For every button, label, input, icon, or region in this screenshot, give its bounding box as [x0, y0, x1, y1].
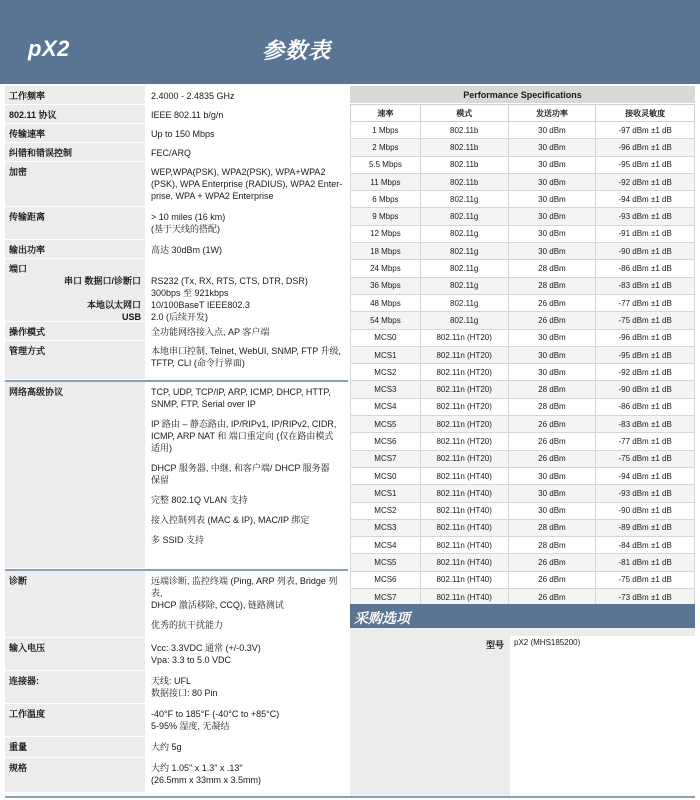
table-cell: 30 dBm — [508, 485, 596, 502]
table-cell: -90 dBm ±1 dB — [596, 243, 695, 260]
spec-value — [145, 382, 348, 568]
table-cell: -94 dBm ±1 dB — [596, 467, 695, 484]
spec-value-line: 本地串口控制, Telnet, WebUI, SNMP, FTP 升级, — [151, 346, 342, 356]
table-row — [351, 433, 695, 450]
table-row — [351, 243, 695, 260]
table-cell: 30 dBm — [508, 243, 596, 260]
table-cell: 802.11g — [420, 312, 508, 329]
table-cell: 802.11g — [420, 225, 508, 242]
table-cell: 28 dBm — [508, 537, 596, 554]
page-header — [0, 0, 700, 84]
table-row — [351, 416, 695, 433]
table-cell: 802.11g — [420, 243, 508, 260]
page-title: 参数表 — [262, 38, 332, 63]
table-cell: 26 dBm — [508, 416, 596, 433]
spec-value-line: WEP,WPA(PSK), WPA2(PSK), WPA+WPA2 — [151, 167, 326, 177]
spec-value-line: (PSK), WPA Enterprise (RADIUS), WPA2 Enter- — [151, 179, 343, 189]
table-row — [351, 329, 695, 346]
spec-value-line: RS232 (Tx, RX, RTS, CTS, DTR, DSR) — [151, 276, 308, 286]
table-cell: -81 dBm ±1 dB — [596, 554, 695, 571]
table-cell: -94 dBm ±1 dB — [596, 191, 695, 208]
table-cell: -93 dBm ±1 dB — [596, 485, 695, 502]
spec-value — [145, 571, 348, 637]
table-cell: -83 dBm ±1 dB — [596, 416, 695, 433]
table-cell: 26 dBm — [508, 571, 596, 588]
table-row — [351, 173, 695, 190]
table-cell: 802.11g — [420, 260, 508, 277]
table-cell: 30 dBm — [508, 208, 596, 225]
performance-table — [350, 104, 695, 606]
table-cell: 1 Mbps — [351, 122, 421, 139]
table-cell: 802.11b — [420, 139, 508, 156]
spec-value-line: ICMP, ARP NAT 和 端口重定向 (仅在路由模式 — [151, 431, 334, 441]
table-cell: MCS5 — [351, 554, 421, 571]
table-cell: 30 dBm — [508, 364, 596, 381]
table-cell: 26 dBm — [508, 433, 596, 450]
product-model: pX2 — [28, 36, 70, 61]
table-row — [351, 485, 695, 502]
table-cell: -92 dBm ±1 dB — [596, 364, 695, 381]
spec-row-management — [5, 341, 348, 380]
spec-value-line: 5-95% 湿度, 无凝结 — [151, 721, 230, 731]
spec-value-line: SNMP, FTP, Serial over IP — [151, 399, 256, 409]
table-row — [351, 381, 695, 398]
order-model-label: 型号 — [486, 640, 505, 650]
table-cell: 802.11n (HT40) — [420, 537, 508, 554]
table-cell: MCS2 — [351, 502, 421, 519]
spec-value: 大约 5g — [145, 737, 348, 757]
spec-row-power — [5, 240, 348, 259]
spec-label: 输出功率 — [5, 240, 145, 258]
table-row — [351, 450, 695, 467]
spec-value-line: 保留 — [151, 475, 170, 485]
spec-value-line: TFTP, CLI (命令行界面) — [151, 358, 245, 368]
table-cell: 5.5 Mbps — [351, 156, 421, 173]
spec-row-connectors — [5, 671, 348, 704]
table-cell: -97 dBm ±1 dB — [596, 122, 695, 139]
table-cell: MCS5 — [351, 416, 421, 433]
spec-label: 管理方式 — [5, 341, 145, 379]
spec-label: 加密 — [5, 162, 145, 206]
spec-value: IEEE 802.11 b/g/n — [145, 105, 348, 123]
table-cell: 28 dBm — [508, 381, 596, 398]
table-cell: 802.11n (HT20) — [420, 329, 508, 346]
spec-value-line: 10/100BaseT IEEE802.3 — [151, 300, 250, 310]
spec-row-temperature — [5, 704, 348, 737]
spec-value-line: 2.0 (后续开发) — [151, 312, 209, 322]
table-cell: 28 dBm — [508, 260, 596, 277]
table-cell: 802.11g — [420, 208, 508, 225]
spec-row-protocol — [5, 105, 348, 124]
spec-value: 全功能网络接入点, AP 客户端 — [145, 322, 348, 340]
spec-value — [145, 704, 348, 736]
spec-value-line: IP 路由 – 静态路由, IP/RIPv1, IP/RIPv2, CIDR, — [151, 419, 337, 429]
spec-value-line: DHCP 服务器, 中继, 和客户端/ DHCP 服务器 — [151, 463, 330, 473]
table-row — [351, 398, 695, 415]
spec-label: 传输速率 — [5, 124, 145, 142]
spec-value — [145, 341, 348, 379]
table-cell: -84 dBm ±1 dB — [596, 537, 695, 554]
spec-row-encryption — [5, 162, 348, 207]
spec-value-line: prise, WPA + WPA2 Enterprise — [151, 191, 274, 201]
spec-row-voltage — [5, 638, 348, 671]
table-cell: 9 Mbps — [351, 208, 421, 225]
table-cell: MCS3 — [351, 519, 421, 536]
table-cell: -95 dBm ±1 dB — [596, 156, 695, 173]
table-cell: 30 dBm — [508, 467, 596, 484]
table-cell: MCS2 — [351, 364, 421, 381]
table-cell: 2 Mbps — [351, 139, 421, 156]
table-cell: -73 dBm ±1 dB — [596, 589, 695, 606]
table-cell: 18 Mbps — [351, 243, 421, 260]
spec-value-line: Vcc: 3.3VDC 通常 (+/-0.3V) — [151, 643, 261, 653]
table-cell: -83 dBm ±1 dB — [596, 277, 695, 294]
table-row — [351, 208, 695, 225]
table-cell: 48 Mbps — [351, 294, 421, 311]
spec-row-diagnostics — [5, 571, 348, 638]
table-cell: -90 dBm ±1 dB — [596, 381, 695, 398]
spec-label: 802.11 协议 — [5, 105, 145, 123]
spec-row-distance — [5, 207, 348, 240]
table-cell: 30 dBm — [508, 329, 596, 346]
spec-value: 2.4000 - 2.4835 GHz — [145, 86, 348, 104]
table-cell: 802.11n (HT40) — [420, 554, 508, 571]
table-cell: MCS7 — [351, 450, 421, 467]
table-row — [351, 277, 695, 294]
table-cell: 802.11n (HT40) — [420, 502, 508, 519]
ordering-options-title: 采购选项 — [350, 604, 695, 628]
spec-label: 传输距离 — [5, 207, 145, 239]
ports-sublabel-serial: 串口 数据口/诊断口 — [63, 276, 141, 286]
table-cell: 802.11n (HT20) — [420, 398, 508, 415]
table-cell: 26 dBm — [508, 450, 596, 467]
table-cell: -95 dBm ±1 dB — [596, 346, 695, 363]
spec-value-line: 300bps 至 921kbps — [151, 288, 229, 298]
table-cell: 802.11n (HT20) — [420, 433, 508, 450]
table-cell: -86 dBm ±1 dB — [596, 260, 695, 277]
ports-label: 端口 — [9, 264, 28, 274]
table-row — [351, 346, 695, 363]
spec-label: 重量 — [5, 737, 145, 757]
spec-value-line: TCP, UDP, TCP/IP, ARP, ICMP, DHCP, HTTP, — [151, 387, 331, 397]
table-cell: -77 dBm ±1 dB — [596, 294, 695, 311]
table-cell: 802.11n (HT40) — [420, 589, 508, 606]
table-cell: -75 dBm ±1 dB — [596, 571, 695, 588]
table-cell: -75 dBm ±1 dB — [596, 450, 695, 467]
spec-label: 工作温度 — [5, 704, 145, 736]
spec-row-network-protocols — [5, 382, 348, 569]
table-cell: 24 Mbps — [351, 260, 421, 277]
spec-value-line: 天线: UFL — [151, 676, 192, 686]
table-cell: 802.11g — [420, 277, 508, 294]
performance-panel — [350, 86, 695, 606]
bottom-divider — [5, 796, 695, 798]
table-cell: 12 Mbps — [351, 225, 421, 242]
table-cell: 30 dBm — [508, 346, 596, 363]
table-cell: 802.11g — [420, 294, 508, 311]
spec-label: 操作模式 — [5, 322, 145, 340]
table-cell: 30 dBm — [508, 139, 596, 156]
spec-value-line: Vpa: 3.3 to 5.0 VDC — [151, 655, 232, 665]
column-header: 发送功率 — [508, 105, 596, 122]
spec-value — [145, 638, 348, 670]
table-row — [351, 467, 695, 484]
table-cell: 6 Mbps — [351, 191, 421, 208]
spec-value: 高达 30dBm (1W) — [145, 240, 348, 258]
table-cell: 802.11n (HT20) — [420, 450, 508, 467]
spec-label: 网络高级协议 — [5, 382, 145, 568]
performance-table-body — [351, 122, 695, 606]
spec-value-line: > 10 miles (16 km) — [151, 212, 226, 222]
spec-label: 连接器: — [5, 671, 145, 703]
table-cell: 30 dBm — [508, 122, 596, 139]
table-cell: 802.11b — [420, 156, 508, 173]
table-cell: 28 dBm — [508, 277, 596, 294]
column-header: 接收灵敏度 — [596, 105, 695, 122]
ports-sublabel-ethernet: 本地以太网口 — [86, 300, 141, 310]
spec-label: 输入电压 — [5, 638, 145, 670]
spec-value — [145, 259, 348, 321]
table-cell: MCS4 — [351, 537, 421, 554]
order-model-value: pX2 (MHS185200) — [510, 636, 695, 796]
table-cell: MCS1 — [351, 346, 421, 363]
table-cell: MCS1 — [351, 485, 421, 502]
table-cell: 30 dBm — [508, 225, 596, 242]
table-cell: 802.11n (HT20) — [420, 346, 508, 363]
table-cell: 30 dBm — [508, 173, 596, 190]
table-row — [351, 537, 695, 554]
table-row — [351, 554, 695, 571]
spec-label: 规格 — [5, 758, 145, 792]
table-cell: 28 dBm — [508, 519, 596, 536]
spec-value — [145, 758, 348, 792]
table-cell: 802.11n (HT40) — [420, 571, 508, 588]
table-cell: -93 dBm ±1 dB — [596, 208, 695, 225]
spec-value — [145, 162, 348, 206]
table-cell: 26 dBm — [508, 294, 596, 311]
table-cell: 36 Mbps — [351, 277, 421, 294]
table-cell: 802.11n (HT40) — [420, 519, 508, 536]
table-cell: -77 dBm ±1 dB — [596, 433, 695, 450]
table-cell: -75 dBm ±1 dB — [596, 312, 695, 329]
spec-value-line: 大约 1.05" x 1.3" x .13" — [151, 763, 243, 773]
table-cell: 802.11b — [420, 122, 508, 139]
table-cell: MCS7 — [351, 589, 421, 606]
table-cell: 54 Mbps — [351, 312, 421, 329]
table-cell: -92 dBm ±1 dB — [596, 173, 695, 190]
table-cell: 802.11n (HT40) — [420, 485, 508, 502]
spec-row-dimensions — [5, 758, 348, 793]
table-cell: 802.11n (HT20) — [420, 416, 508, 433]
spec-list — [5, 86, 348, 793]
table-row — [351, 139, 695, 156]
table-cell: 26 dBm — [508, 554, 596, 571]
column-header: 模式 — [420, 105, 508, 122]
table-cell: 802.11n (HT20) — [420, 381, 508, 398]
spec-value-line: 多 SSID 支持 — [151, 535, 205, 545]
table-row — [351, 225, 695, 242]
table-cell: -90 dBm ±1 dB — [596, 502, 695, 519]
performance-title: Performance Specifications — [350, 86, 695, 104]
table-row — [351, 519, 695, 536]
table-row — [351, 260, 695, 277]
table-row — [351, 191, 695, 208]
spec-row-mode — [5, 322, 348, 341]
spec-label — [5, 259, 145, 321]
spec-value-line: 完整 802.1Q VLAN 支持 — [151, 495, 248, 505]
table-row — [351, 364, 695, 381]
table-cell: MCS6 — [351, 433, 421, 450]
spec-value-line: 优秀的抗干扰能力 — [151, 620, 224, 630]
spec-value-line: DHCP 激活移除, CCQ), 链路测试 — [151, 600, 284, 610]
table-cell: -96 dBm ±1 dB — [596, 139, 695, 156]
spec-value-line: 适用) — [151, 443, 172, 453]
table-row — [351, 294, 695, 311]
spec-value: FEC/ARQ — [145, 143, 348, 161]
table-cell: 802.11b — [420, 173, 508, 190]
table-cell: 30 dBm — [508, 191, 596, 208]
table-cell: 30 dBm — [508, 502, 596, 519]
table-cell: MCS4 — [351, 398, 421, 415]
spec-row-frequency — [5, 86, 348, 105]
table-cell: MCS6 — [351, 571, 421, 588]
spec-value-line: 接入控制列表 (MAC & IP), MAC/IP 绑定 — [151, 515, 310, 525]
table-cell: 802.11n (HT20) — [420, 364, 508, 381]
table-cell: 28 dBm — [508, 398, 596, 415]
table-cell: 11 Mbps — [351, 173, 421, 190]
spec-value-line: (26.5mm x 33mm x 3.5mm) — [151, 775, 262, 785]
table-cell: 26 dBm — [508, 312, 596, 329]
ordering-options — [350, 628, 695, 796]
table-cell: MCS3 — [351, 381, 421, 398]
spec-value-line: 数据接口: 80 Pin — [151, 688, 218, 698]
spec-value-line: 远端诊断, 监控终端 (Ping, ARP 列表, Bridge 列表, — [151, 576, 338, 598]
column-header: 速率 — [351, 105, 421, 122]
table-cell: -86 dBm ±1 dB — [596, 398, 695, 415]
spec-value-line: -40°F to 185°F (-40°C to +85°C) — [151, 709, 280, 719]
table-cell: -89 dBm ±1 dB — [596, 519, 695, 536]
spec-row-ports — [5, 259, 348, 322]
spec-row-weight — [5, 737, 348, 758]
spec-row-fec — [5, 143, 348, 162]
spec-value-line: (基于天线的搭配) — [151, 224, 220, 234]
table-row — [351, 571, 695, 588]
table-cell: 802.11n (HT40) — [420, 467, 508, 484]
table-row — [351, 156, 695, 173]
table-cell: MCS0 — [351, 329, 421, 346]
table-header-row — [351, 105, 695, 122]
table-cell: 26 dBm — [508, 589, 596, 606]
table-cell: 30 dBm — [508, 156, 596, 173]
spec-value: Up to 150 Mbps — [145, 124, 348, 142]
spec-label: 诊断 — [5, 571, 145, 637]
table-cell: 802.11g — [420, 191, 508, 208]
table-cell: MCS0 — [351, 467, 421, 484]
table-row — [351, 122, 695, 139]
spec-row-rate — [5, 124, 348, 143]
table-cell: -96 dBm ±1 dB — [596, 329, 695, 346]
table-cell: -91 dBm ±1 dB — [596, 225, 695, 242]
table-row — [351, 312, 695, 329]
spec-label: 纠错和错误控制 — [5, 143, 145, 161]
ports-sublabel-usb: USB — [121, 312, 141, 322]
spec-value — [145, 671, 348, 703]
spec-label: 工作频率 — [5, 86, 145, 104]
table-row — [351, 502, 695, 519]
spec-value — [145, 207, 348, 239]
